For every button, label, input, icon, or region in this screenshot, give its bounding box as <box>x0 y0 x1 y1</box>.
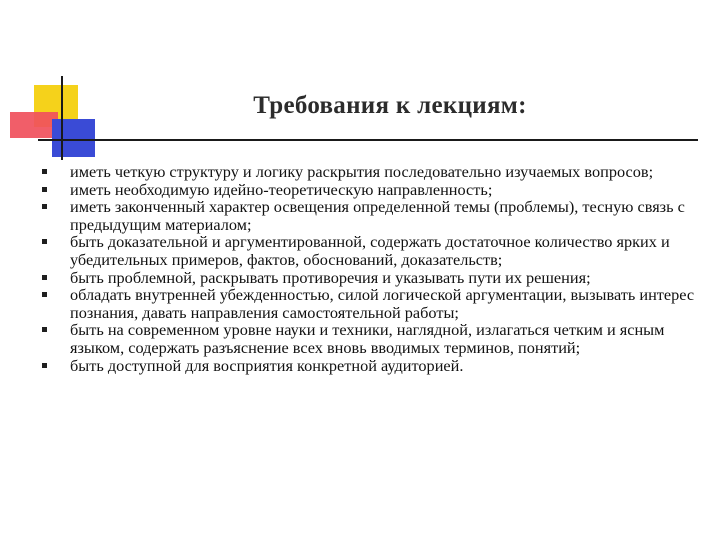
list-item-text: обладать внутренней убежденностью, силой логической аргументации, вызывать интерес познания, давать направления самостоятельной работы; <box>70 285 695 322</box>
square-bullet-icon <box>42 187 47 192</box>
square-bullet-icon <box>42 169 47 174</box>
list-item <box>42 233 707 268</box>
list-item <box>42 286 707 321</box>
list-item <box>42 163 707 181</box>
square-bullet-icon <box>42 327 47 332</box>
list-item-text: быть доказательной и аргументированной, содержать достаточное количество ярких и убедительных примеров, фактов, обоснований, доказательств; <box>70 232 670 269</box>
blue-square-shape <box>52 119 95 157</box>
list-item-text: иметь законченный характер освещения определенной темы (проблемы), тесную связь с предыдущим материалом; <box>70 197 685 234</box>
list-item <box>42 357 707 375</box>
square-bullet-icon <box>42 239 47 244</box>
square-bullet-icon <box>42 292 47 297</box>
red-square-shape <box>10 112 58 138</box>
list-item <box>42 198 707 233</box>
list-item <box>42 321 707 356</box>
horizontal-rule <box>38 139 698 141</box>
list-item-text: иметь четкую структуру и логику раскрытия последовательно изучаемых вопросов; <box>70 162 654 181</box>
requirements-list <box>42 163 707 374</box>
vertical-rule <box>61 76 63 160</box>
decorative-logo <box>0 0 720 170</box>
list-item-text: быть проблемной, раскрывать противоречия и указывать пути их решения; <box>70 267 591 287</box>
square-bullet-icon <box>42 275 47 280</box>
slide-title: Требования к лекциям: <box>253 92 527 119</box>
list-item <box>42 181 707 199</box>
list-item-text: быть на современном уровне науки и техники, наглядной, излагаться четким и ясным языком, содержать разъяснение всех вновь вводимых терминов, понятий; <box>70 320 665 357</box>
list-item-text: быть доступной для восприятия конкретной аудиторией. <box>70 355 464 375</box>
square-bullet-icon <box>42 204 47 209</box>
list-item <box>42 269 707 287</box>
list-item-text: иметь необходимую идейно-теоретическую направленность; <box>70 179 493 199</box>
square-bullet-icon <box>42 363 47 368</box>
